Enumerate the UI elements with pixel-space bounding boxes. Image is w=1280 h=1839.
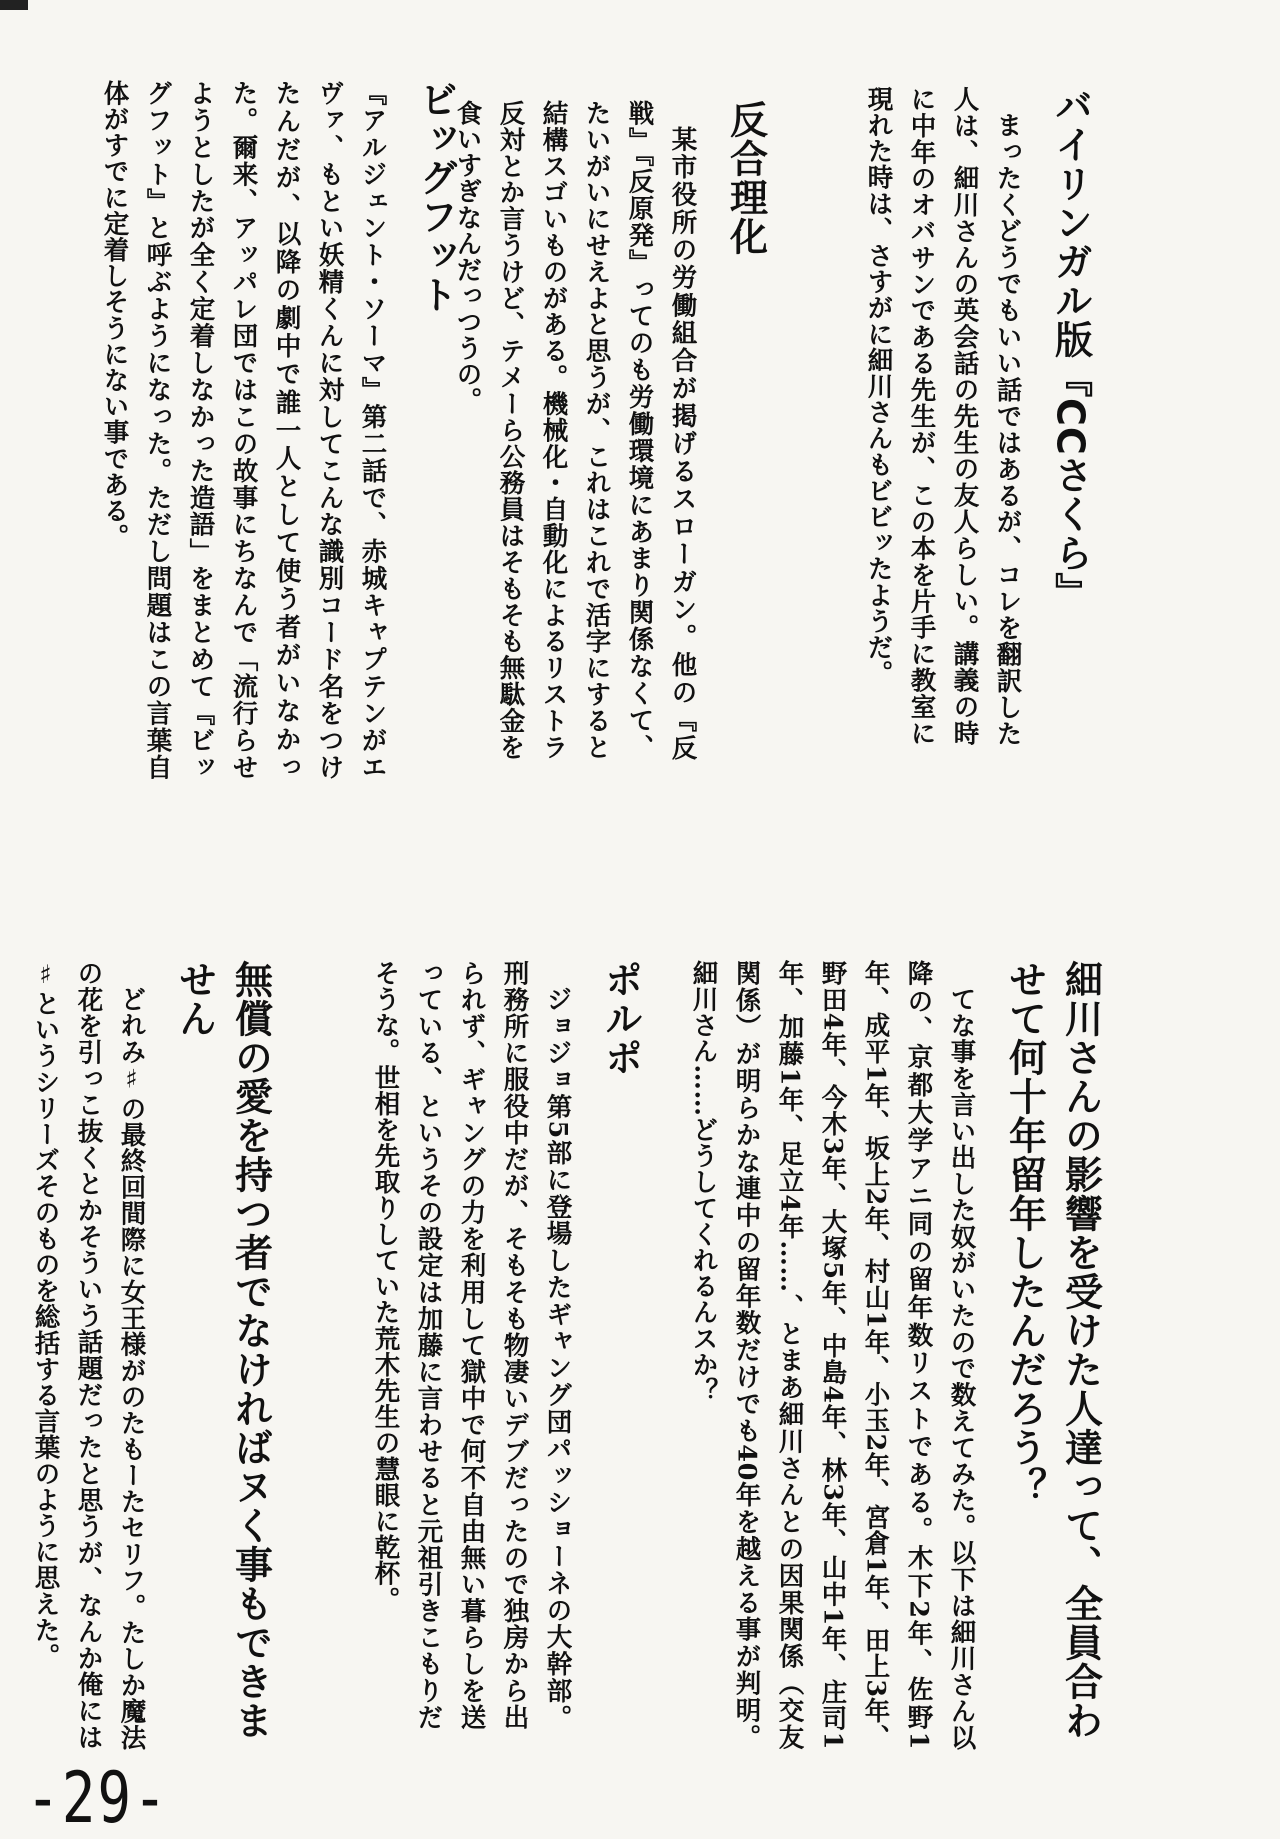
section-hangouri [452,100,805,760]
section-body: 『アルジェント・ソーマ』第二話で、赤城キャプテンがエヴァ、もとい妖精くんに対してこんな識別コード名をつけたんだが、以降の劇中で誰一人として使う者がいなかった。爾来、アッパレ団ではこの故事にちなんで「流行らせようとしたが全く定着しなかった造語」をまとめて『ビッグフット』と呼ぶようになった。ただし問題はこの言葉自体がすでに定着しそうにない事である。 [99,80,388,780]
section-body: まったくどうでもいい話ではあるが、コレを翻訳した人は、細川さんの英会話の先生の友人らしい。講義の時に中年のオバサンである先生が、この本を片手に教室に現れた時は、さすがに細川さんもビビッたようだ。 [863,86,1023,746]
section-muku-no-ai [30,960,310,1750]
section-heading: バイリンガル版『CCさくら』 [1048,86,1093,612]
section-bilingual-ccsakura [863,86,1130,746]
page-number-text: -29- [26,1758,169,1839]
section-porupo [350,960,680,1730]
section-ryunen [688,960,1140,1750]
section-heading: 反合理化 [723,100,768,256]
page-number [26,1758,169,1839]
section-heading: ビッグフット [413,80,458,314]
section-heading: ポルポ [598,960,643,1077]
section-body: 某市役所の労働組合が掲げるスローガン。他の『反戦』『反原発』ってのも労働環境にあまり関係なくて、たいがいにせえよと思うが、これはこれで活字にすると結構スゴいものがある。機械化・自動化によるリストラ反対とか言うけど、テメーら公務員はそもそも無駄金を食いすぎなんだっつうの。 [452,100,698,760]
section-body: ジョジョ第5部に登場したギャング団パッショーネの大幹部。刑務所に服役中だが、そもそも物凄いデブだったので独房から出られず、ギャングの力を利用して獄中で何不自由無い暮らしを送っている、というその設定は加藤に言わせると元祖引きこもりだそうな。世相を先取りしていた荒木先生の慧眼に乾杯。 [370,960,573,1730]
section-body: てな事を言い出した奴がいたので数えてみた。以下は細川さん以降の、京都大学アニ同の留年数リストである。木下2年、佐野1年、成平1年、坂上2年、村山1年、小玉2年、宮倉1年、田上3年、野田4年、今木3年、大塚5年、中島4年、林3年、山中1年、庄司1年、加藤1年、足立4年……、とまあ細川さんとの因果関係（交友関係）が明らかな連中の留年数だけでも40年を越える事が判明。細川さん……どうしてくれるんスか？ [688,960,977,1750]
section-heading: 細川さんの影響を受けた人達って、全員合わせて何十年留年したんだろう？ [1002,960,1103,1740]
section-bigfoot [99,80,495,780]
corner-mark [0,0,28,10]
section-heading: 無償の愛を持つ者でなければヌく事もできません [172,960,273,1740]
section-body: どれみ♯の最終回間際に女王様がのたもーたセリフ。たしか魔法の花を引っこ抜くとかそういう話題だったと思うが、なんか俺には♯というシリーズそのものを総括する言葉のように思えた。 [30,960,147,1750]
